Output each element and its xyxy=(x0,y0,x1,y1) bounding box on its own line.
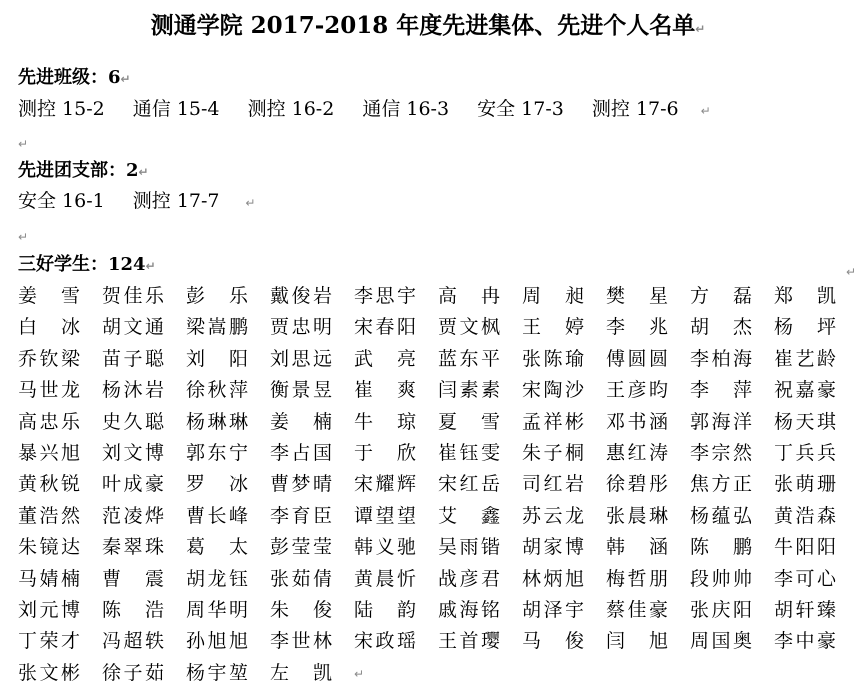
student-name: 李 育 臣 xyxy=(270,504,332,527)
student-name: 张 萌 珊 xyxy=(774,473,836,496)
student-name: 艾 鑫 xyxy=(438,504,500,527)
student-name: 杨 琳 琳 xyxy=(186,410,248,433)
student-name: 朱 子 桐 xyxy=(522,441,584,464)
student-name: 苏 云 龙 xyxy=(522,504,584,527)
student-name: 曹 梦 晴 xyxy=(270,473,332,496)
student-name: 马 俊 xyxy=(522,630,584,653)
student-name: 曹 震 xyxy=(102,567,164,590)
class-item: 通信 16-3 xyxy=(362,98,450,120)
student-name: 段 帅 帅 xyxy=(690,567,752,590)
student-name: 张 文 彬 xyxy=(18,661,80,684)
paragraph-mark-icon: ↵ xyxy=(138,165,149,179)
student-name: 苗 子 聪 xyxy=(102,347,164,370)
class-item: 测控 15-2 xyxy=(18,98,105,120)
student-name: 徐 子 茹 xyxy=(102,661,164,684)
student-name: 夏 雪 xyxy=(438,410,500,433)
student-name: 左 凯 xyxy=(270,661,332,684)
student-name: 贺 佳 乐 xyxy=(102,285,164,307)
student-name: 王 婷 xyxy=(522,316,584,339)
student-name: 曹 长 峰 xyxy=(186,504,248,527)
student-name: 宋 政 瑶 xyxy=(354,630,416,653)
student-name: 孙 旭 旭 xyxy=(186,630,248,653)
student-name: 李 可 心 xyxy=(774,567,836,590)
student-name: 祝 嘉 豪 xyxy=(774,379,836,402)
student-name: 周 昶 xyxy=(522,285,584,307)
student-name: 张 茹 倩 xyxy=(270,567,332,590)
student-name: 谭 望 望 xyxy=(354,504,416,527)
class-item: 安全 17-3 xyxy=(477,98,564,120)
student-name: 李 占 国 xyxy=(270,441,332,464)
student-name: 贾 文 枫 xyxy=(438,316,500,339)
student-name: 周 华 明 xyxy=(186,598,248,621)
student-name: 宋 红 岳 xyxy=(438,473,500,496)
student-name: 杨 蕴 弘 xyxy=(690,504,752,527)
student-name: 战 彦 君 xyxy=(438,567,500,590)
student-name: 胡 龙 钰 xyxy=(186,567,248,590)
student-name: 叶 成 豪 xyxy=(102,473,164,496)
student-name: 朱 俊 xyxy=(270,598,332,621)
student-name: 杨 天 琪 xyxy=(774,410,836,433)
student-name: 胡 轩 臻 xyxy=(774,598,836,621)
paragraph-mark-icon: ↵ xyxy=(354,667,365,682)
student-name: 王 彦 昀 xyxy=(606,379,668,402)
student-name: 韩 义 驰 xyxy=(354,536,416,559)
student-name: 宋 陶 沙 xyxy=(522,379,584,402)
student-name: 马 世 龙 xyxy=(18,379,80,402)
student-name: 黄 晨 忻 xyxy=(354,567,416,590)
student-name: 牛 阳 阳 xyxy=(774,536,836,559)
student-name: 武 亮 xyxy=(354,347,416,370)
student-name: 杨 坪 xyxy=(774,316,836,339)
student-name: 衡 景 昱 xyxy=(270,379,332,402)
student-name: 李 兆 xyxy=(606,316,668,339)
student-name: 朱 镜 达 xyxy=(18,536,80,559)
paragraph-mark-icon: ↵ xyxy=(700,104,711,118)
student-name: 姜 雪 xyxy=(18,285,80,307)
student-name: 崔 艺 龄 xyxy=(774,347,836,370)
student-name: 郑 凯 xyxy=(774,285,836,307)
paragraph-mark-icon: ↵ xyxy=(145,259,156,273)
student-name: 方 磊 xyxy=(690,285,752,307)
student-name: 李 萍 xyxy=(690,379,752,402)
student-name: 司 红 岩 xyxy=(522,473,584,496)
student-name: 范 凌 烨 xyxy=(102,504,164,527)
student-name: 胡 杰 xyxy=(690,316,752,339)
league-branch-list xyxy=(18,188,255,216)
student-name: 傅 圆 圆 xyxy=(606,347,668,370)
student-name: 冯 超 轶 xyxy=(102,630,164,653)
student-name: 胡 泽 宇 xyxy=(522,598,584,621)
student-name: 牛 琼 xyxy=(354,410,416,433)
league-branch-heading: 先进团支部：2↵ xyxy=(18,160,149,181)
student-name: 李 宗 然 xyxy=(690,441,752,464)
student-name: 李 世 林 xyxy=(270,630,332,653)
student-name: 邓 书 涵 xyxy=(606,410,668,433)
student-name: 崔 爽 xyxy=(354,379,416,402)
student-name: 高 忠 乐 xyxy=(18,410,80,433)
student-name: 惠 红 涛 xyxy=(606,441,668,464)
class-item: 测控 16-2 xyxy=(247,98,335,120)
student-name: 胡 家 博 xyxy=(522,536,584,559)
student-name: 李 思 宇 xyxy=(354,285,416,307)
student-name: 宋 耀 辉 xyxy=(354,473,416,496)
student-name: 乔 钦 梁 xyxy=(18,347,80,370)
student-name: 彭 莹 莹 xyxy=(270,536,332,559)
student-name: 姜 楠 xyxy=(270,410,332,433)
student-name: 李 中 豪 xyxy=(774,630,836,653)
student-name: 蔡 佳 豪 xyxy=(606,598,668,621)
student-name: 暴 兴 旭 xyxy=(18,441,80,464)
student-name: 胡 文 通 xyxy=(102,316,164,339)
student-name: 史 久 聪 xyxy=(102,410,164,433)
student-name: 刘 思 远 xyxy=(270,347,332,370)
paragraph-mark-icon: ↵ xyxy=(120,72,131,86)
paragraph-mark-icon: ↵ xyxy=(18,230,29,244)
student-name: 黄 秋 锐 xyxy=(18,473,80,496)
students-heading: 三好学生：124↵ xyxy=(18,254,156,275)
student-name: 杨 沐 岩 xyxy=(102,379,164,402)
student-name: 丁 荣 才 xyxy=(18,630,80,653)
student-name: 张 陈 瑜 xyxy=(522,347,584,370)
student-name: 樊 星 xyxy=(606,285,668,307)
student-name: 陈 鹏 xyxy=(690,536,752,559)
class-item: 通信 15-4 xyxy=(132,98,220,120)
student-name: 罗 冰 xyxy=(186,473,248,496)
student-name: 丁 兵 兵 xyxy=(774,441,836,464)
branch-item: 测控 17-7 xyxy=(132,190,220,212)
student-name: 蓝 东 平 xyxy=(438,347,500,370)
paragraph-mark-icon: ↵ xyxy=(846,265,856,279)
advanced-class-list xyxy=(18,96,711,124)
student-name: 闫 旭 xyxy=(606,630,668,653)
student-name: 李 柏 海 xyxy=(690,347,752,370)
student-name: 陆 韵 xyxy=(354,598,416,621)
student-name: 秦 翠 珠 xyxy=(102,536,164,559)
student-name: 闫 素 素 xyxy=(438,379,500,402)
student-name: 张 晨 琳 xyxy=(606,504,668,527)
paragraph-mark-icon: ↵ xyxy=(18,137,29,151)
student-name: 周 国 奥 xyxy=(690,630,752,653)
student-name: 黄 浩 森 xyxy=(774,504,836,527)
document-title: 测通学院 2017-2018 年度先进集体、先进个人名单↵ xyxy=(150,12,706,39)
student-name: 梅 哲 朋 xyxy=(606,567,668,590)
student-name: 郭 东 宁 xyxy=(186,441,248,464)
empty-paragraph xyxy=(18,229,28,244)
student-name: 梁 嵩 鹏 xyxy=(186,316,248,339)
branch-item: 安全 16-1 xyxy=(18,190,105,212)
student-name: 徐 碧 彤 xyxy=(606,473,668,496)
student-name: 刘 阳 xyxy=(186,347,248,370)
student-name: 戚 海 铭 xyxy=(438,598,500,621)
student-name-grid xyxy=(18,282,856,690)
student-name: 贾 忠 明 xyxy=(270,316,332,339)
student-name: 孟 祥 彬 xyxy=(522,410,584,433)
student-name: 刘 文 博 xyxy=(102,441,164,464)
student-name: 崔 钰 雯 xyxy=(438,441,500,464)
student-name: 吴 雨 锴 xyxy=(438,536,500,559)
empty-paragraph xyxy=(18,136,28,151)
student-name: 林 炳 旭 xyxy=(522,567,584,590)
student-name: 白 冰 xyxy=(18,316,80,339)
student-name: 韩 涵 xyxy=(606,536,668,559)
student-name: 徐 秋 萍 xyxy=(186,379,248,402)
student-name: 彭 乐 xyxy=(186,285,248,307)
class-item: 测控 17-6 xyxy=(591,98,679,120)
paragraph-mark-icon: ↵ xyxy=(241,196,256,210)
student-name: 陈 浩 xyxy=(102,598,164,621)
student-name: 宋 春 阳 xyxy=(354,316,416,339)
student-name: 王 首 璎 xyxy=(438,630,500,653)
student-name: 于 欣 xyxy=(354,441,416,464)
student-name: 刘 元 博 xyxy=(18,598,80,621)
student-name: 葛 太 xyxy=(186,536,248,559)
student-name: 高 冉 xyxy=(438,285,500,307)
student-name: 杨 宇 堃 xyxy=(186,661,248,684)
student-name: 焦 方 正 xyxy=(690,473,752,496)
student-name: 郭 海 洋 xyxy=(690,410,752,433)
student-name: 董 浩 然 xyxy=(18,504,80,527)
student-name: 马 婧 楠 xyxy=(18,567,80,590)
student-name: 戴 俊 岩 xyxy=(270,285,332,307)
student-name: 张 庆 阳 xyxy=(690,598,752,621)
paragraph-mark-icon: ↵ xyxy=(695,22,706,36)
advanced-class-heading: 先进班级：6↵ xyxy=(18,67,131,88)
